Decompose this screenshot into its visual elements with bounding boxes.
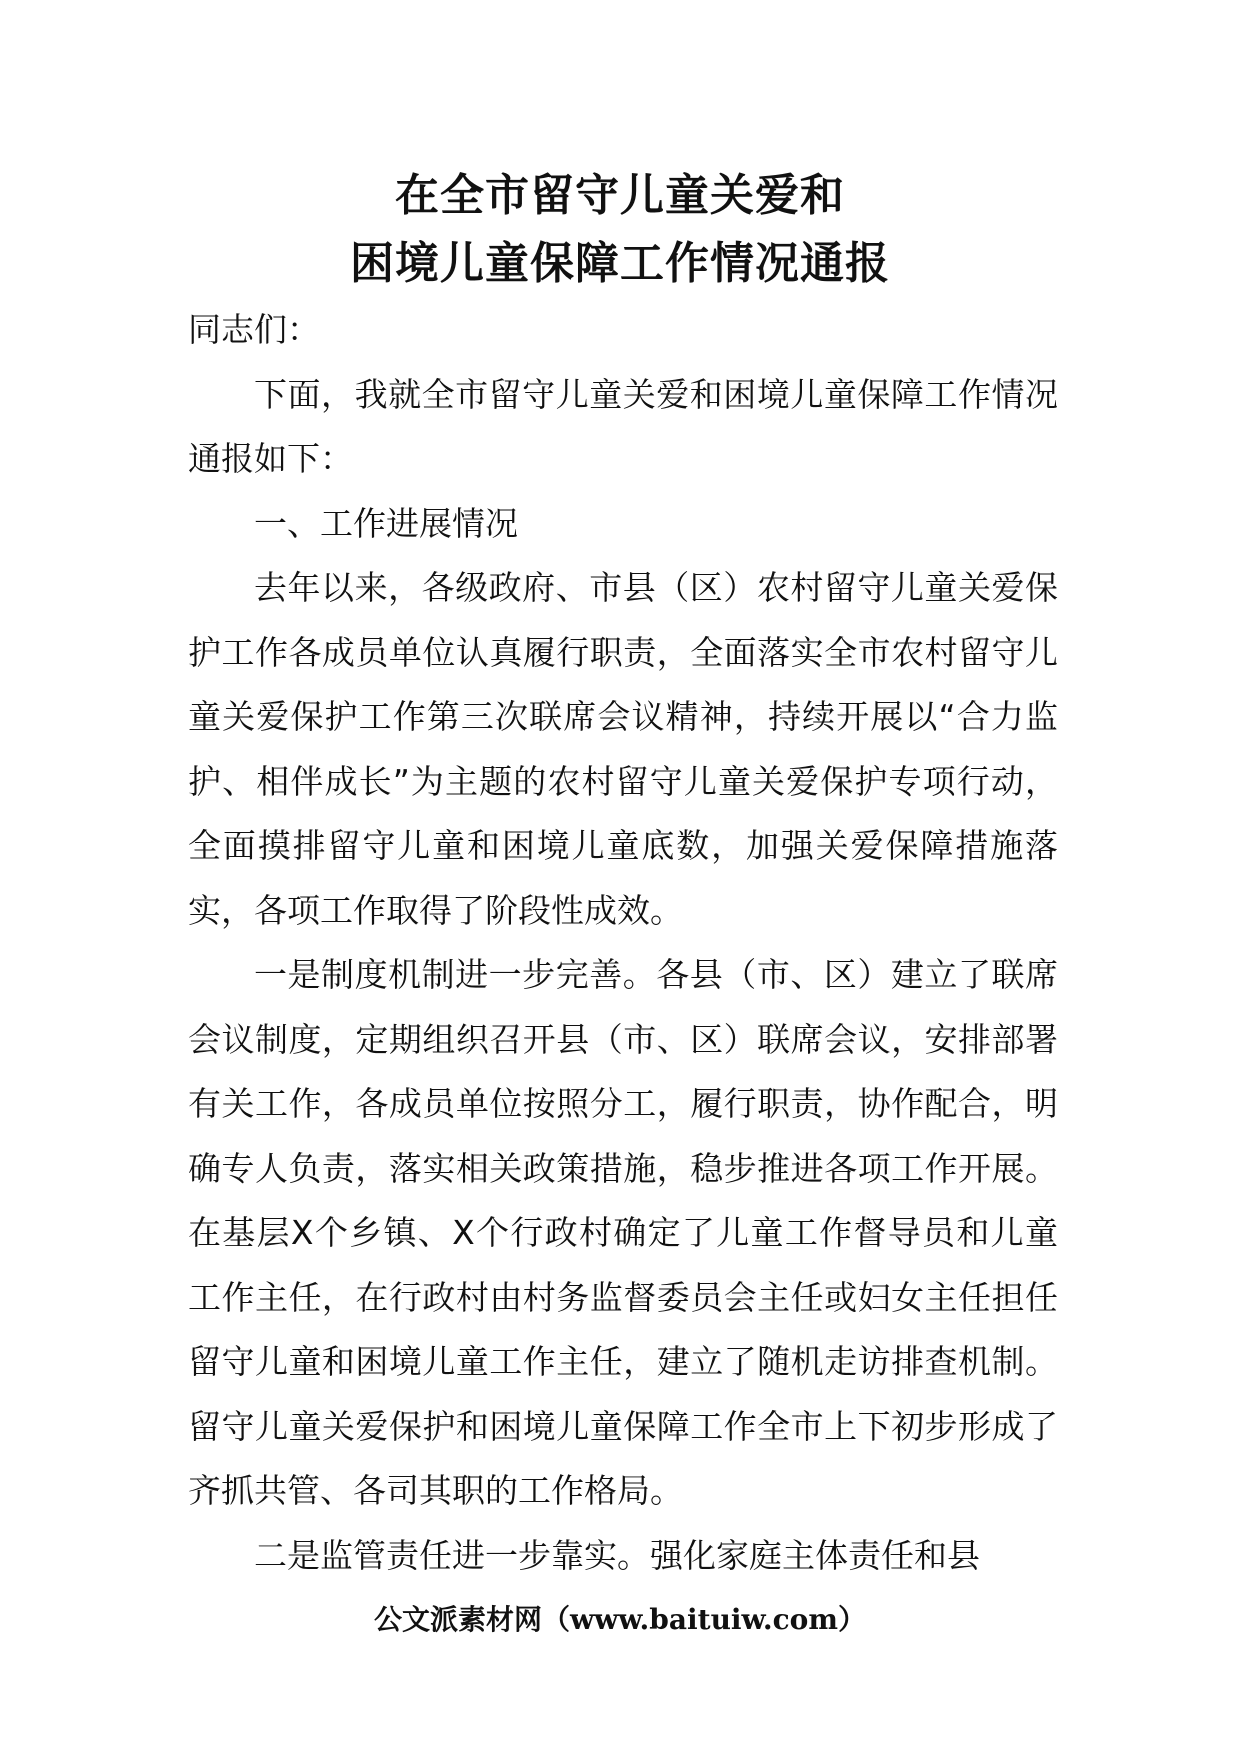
section-heading: 一、工作进展情况 (254, 503, 518, 543)
footer-watermark: 公文派素材网（www.baituiw.com） (374, 1603, 866, 1636)
paragraph-overview: 去年以来，各级政府、市县（区）农村留守儿童关爱保护工作各成员单位认真履行职责，全面落实全市农村留守儿童关爱保护工作第三次联席会议精神，持续开展以“合力监护、相伴成长”为主题的农村留守儿童关爱保护专项行动，全面摸排留守儿童和困境儿童底数，加强关爱保障措施落实，各项工作取得了阶段性成效。 (188, 568, 1058, 930)
paragraph-point-one: 一是制度机制进一步完善。各县（市、区）建立了联席会议制度，定期组织召开县（市、区）联席会议，安排部署有关工作，各成员单位按照分工，履行职责，协作配合，明确专人负责，落实相关政策措施，稳步推进各项工作开展。在基层X个乡镇、X个行政村确定了儿童工作督导员和儿童工作主任，在行政村由村务监督委员会主任或妇女主任担任留守儿童和困境儿童工作主任，建立了随机走访排查机制。留守儿童关爱保护和困境儿童保障工作全市上下初步形成了齐抓共管、各司其职的工作格局。 (188, 955, 1058, 1510)
paragraph-intro: 下面，我就全市留守儿童关爱和困境儿童保障工作情况通报如下： (188, 374, 1058, 478)
paragraph-point-two: 二是监管责任进一步靠实。强化家庭主体责任和县 (254, 1535, 980, 1575)
salutation: 同志们： (188, 310, 320, 349)
document-body (188, 298, 1058, 1588)
document-title-line-2: 困境儿童保障工作情况通报 (350, 238, 890, 289)
document-title-line-1: 在全市留守儿童关爱和 (395, 170, 845, 221)
